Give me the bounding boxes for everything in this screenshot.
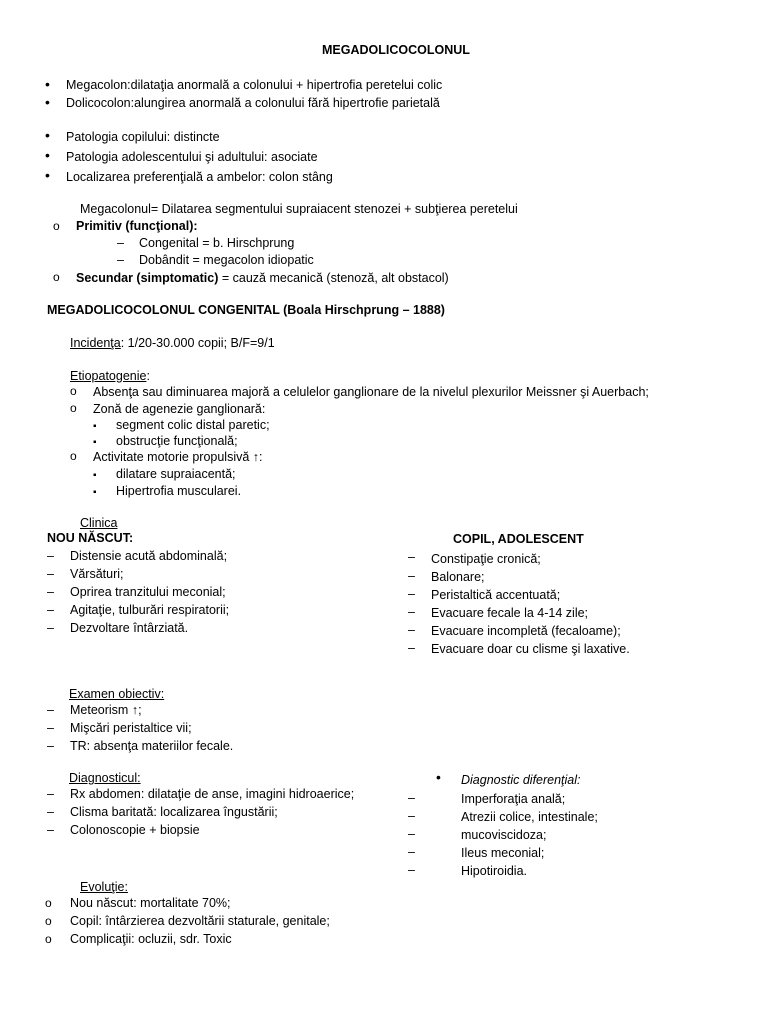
incidenta-label: Incidenţa <box>70 336 121 350</box>
circle-bullet-icon <box>70 384 77 399</box>
secundar-text: = cauză mecanică (stenoză, alt obstacol) <box>218 271 449 285</box>
nou-nascut-title: NOU NĂSCUT: <box>47 531 134 545</box>
etiopatogenie-heading <box>70 369 150 384</box>
bullet-icon <box>45 148 50 164</box>
dash-bullet-icon <box>117 236 124 251</box>
bullet-icon <box>45 128 50 144</box>
copil-item-4: Evacuare fecale la 4-14 zile; <box>431 606 589 620</box>
etiopatogenie-sub-2: obstrucţie funcţională; <box>116 434 238 448</box>
diferential-item-5: Hipotiroidia. <box>461 864 528 878</box>
diagnostic-item-2: Clisma baritată: localizarea îngustării; <box>70 805 278 819</box>
pathology-line-3: Localizarea preferenţială a ambelor: colon stâng <box>66 170 333 184</box>
copil-item-2: Balonare; <box>431 570 485 584</box>
bullet-icon <box>45 77 50 93</box>
bullet-icon <box>45 95 50 111</box>
circle-bullet-icon <box>70 449 77 464</box>
etiopatogenie-item-2: Zonă de agenezie ganglionară: <box>93 402 266 416</box>
etiopatogenie-colon: : <box>146 369 150 383</box>
dash-bullet-icon <box>47 703 54 718</box>
dash-bullet-icon <box>408 587 415 602</box>
primitiv-item-2: Dobândit = megacolon idiopatic <box>139 253 314 267</box>
dash-bullet-icon <box>47 621 54 636</box>
copil-title: COPIL, ADOLESCENT <box>453 532 584 546</box>
etiopatogenie-item-1: Absenţa sau diminuarea majoră a celulelor ganglionare de la nivelul plexurilor Meissner şi Auerbach; <box>93 385 649 399</box>
dash-bullet-icon <box>408 550 415 565</box>
circle-bullet-icon <box>70 401 77 416</box>
dash-bullet-icon <box>408 845 415 860</box>
etiopatogenie-sub-3: dilatare supraiacentă; <box>116 467 236 481</box>
congenital-heading: MEGADOLICOCOLONUL CONGENITAL (Boala Hirschprung – 1888) <box>47 303 445 317</box>
dash-bullet-icon <box>47 739 54 754</box>
diferential-label: Diagnostic diferenţial: <box>461 773 581 787</box>
secundar-line <box>76 271 449 286</box>
copil-item-5: Evacuare incompletă (fecaloame); <box>431 624 621 638</box>
evolutie-item-3: Complicaţii: ocluzii, sdr. Toxic <box>70 932 232 946</box>
nou-nascut-item-3: Oprirea tranzitului meconial; <box>70 585 226 599</box>
dash-bullet-icon <box>47 721 54 736</box>
megacolon-definition: Megacolonul= Dilatarea segmentului supraiacent stenozei + subţierea peretelui <box>80 202 518 216</box>
secundar-label: Secundar (simptomatic) <box>76 271 219 285</box>
dash-bullet-icon <box>408 569 415 584</box>
dash-bullet-icon <box>47 805 54 820</box>
dash-bullet-icon <box>47 603 54 618</box>
diagnostic-item-1: Rx abdomen: dilataţie de anse, imagini hidroaerice; <box>70 787 355 801</box>
copil-item-3: Peristaltică accentuată; <box>431 588 561 602</box>
etiopatogenie-item-3: Activitate motorie propulsivă ↑: <box>93 450 263 464</box>
circle-bullet-icon <box>45 914 52 929</box>
dash-bullet-icon <box>47 567 54 582</box>
square-bullet-icon <box>93 484 97 500</box>
copil-item-1: Constipaţie cronică; <box>431 552 541 566</box>
pathology-line-2: Patologia adolescentului şi adultului: asociate <box>66 150 318 164</box>
page-title: MEGADOLICOCOLONUL <box>322 43 470 57</box>
nou-nascut-item-4: Agitaţie, tulburări respiratorii; <box>70 603 230 617</box>
circle-bullet-icon <box>45 896 52 911</box>
examen-item-3: TR: absenţa materiilor fecale. <box>70 739 234 753</box>
dash-bullet-icon <box>408 605 415 620</box>
intro-line-2: Dolicocolon:alungirea anormală a colonului fără hipertrofie parietală <box>66 96 440 110</box>
diferential-item-3: mucoviscidoza; <box>461 828 547 842</box>
diferential-item-4: Ileus meconial; <box>461 846 545 860</box>
examen-item-1: Meteorism ↑; <box>70 703 142 717</box>
dash-bullet-icon <box>408 827 415 842</box>
bullet-icon <box>45 168 50 184</box>
circle-bullet-icon <box>53 270 60 285</box>
etiopatogenie-sub-1: segment colic distal paretic; <box>116 418 270 432</box>
intro-line-1: Megacolon:dilataţia anormală a colonului + hipertrofia peretelui colic <box>66 78 443 92</box>
dash-bullet-icon <box>408 809 415 824</box>
nou-nascut-item-1: Distensie acută abdominală; <box>70 549 228 563</box>
diagnostic-label: Diagnosticul: <box>69 771 141 785</box>
evolutie-item-1: Nou născut: mortalitate 70%; <box>70 896 231 910</box>
dash-bullet-icon <box>408 641 415 656</box>
copil-item-6: Evacuare doar cu clisme şi laxative. <box>431 642 630 656</box>
evolutie-item-2: Copil: întârzierea dezvoltării staturale, genitale; <box>70 914 330 928</box>
clinica-label: Clinica <box>80 516 118 530</box>
incidenta-line <box>70 336 275 351</box>
etiopatogenie-label: Etiopatogenie <box>70 369 147 383</box>
examen-item-2: Mişcări peristaltice vii; <box>70 721 192 735</box>
dash-bullet-icon <box>47 549 54 564</box>
dash-bullet-icon <box>47 585 54 600</box>
dash-bullet-icon <box>47 823 54 838</box>
evolutie-label: Evoluţie: <box>80 880 128 894</box>
circle-bullet-icon <box>45 932 52 947</box>
diferential-item-1: Imperforaţia anală; <box>461 792 566 806</box>
dash-bullet-icon <box>408 863 415 878</box>
diagnostic-item-3: Colonoscopie + biopsie <box>70 823 200 837</box>
square-bullet-icon <box>93 434 97 450</box>
nou-nascut-item-5: Dezvoltare întârziată. <box>70 621 189 635</box>
dash-bullet-icon <box>117 253 124 268</box>
circle-bullet-icon <box>53 219 60 234</box>
dash-bullet-icon <box>47 787 54 802</box>
diferential-item-2: Atrezii colice, intestinale; <box>461 810 598 824</box>
square-bullet-icon <box>93 467 97 483</box>
primitiv-label: Primitiv (funcţional): <box>76 219 198 233</box>
examen-label: Examen obiectiv: <box>69 687 165 701</box>
dash-bullet-icon <box>408 791 415 806</box>
pathology-line-1: Patologia copilului: distincte <box>66 130 220 144</box>
incidenta-value: : 1/20-30.000 copii; B/F=9/1 <box>120 336 275 350</box>
primitiv-item-1: Congenital = b. Hirschprung <box>139 236 295 250</box>
etiopatogenie-sub-4: Hipertrofia muscularei. <box>116 484 242 498</box>
nou-nascut-item-2: Vărsături; <box>70 567 124 581</box>
bullet-icon <box>436 770 441 786</box>
square-bullet-icon <box>93 418 97 434</box>
dash-bullet-icon <box>408 623 415 638</box>
